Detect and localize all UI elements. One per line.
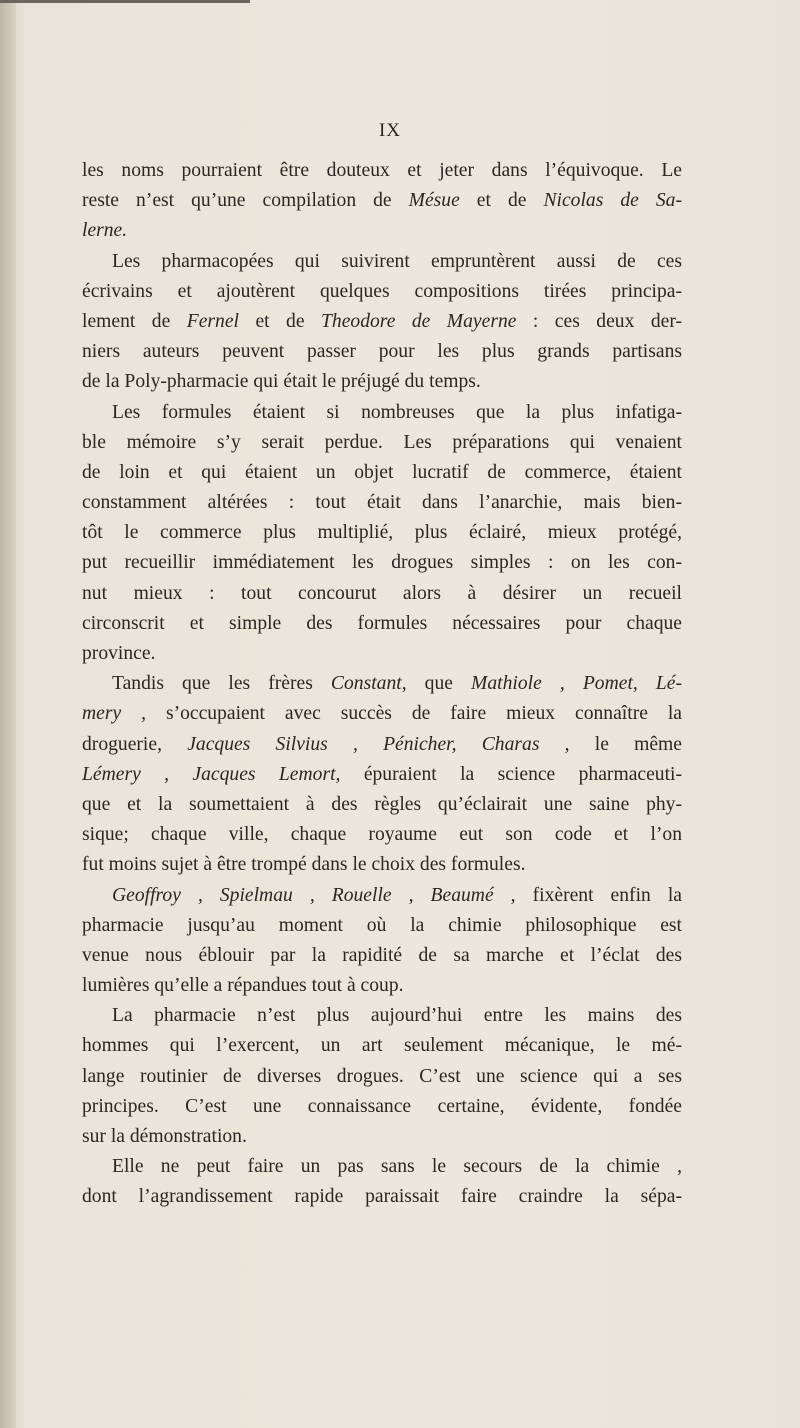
text-line: fut moins sujet à être trompé dans le choix des formules. — [82, 854, 526, 876]
text-line: de loin et qui étaient un objet lucratif de commerce, étaient — [82, 461, 682, 483]
text-line: droguerie, Jacques Silvius , Pénicher, Charas , le même — [82, 733, 682, 755]
text-line: Tandis que les frères Constant, que Mathiole , Pomet, Lé- — [112, 673, 682, 695]
body-text — [82, 156, 682, 1213]
text-line: venue nous éblouir par la rapidité de sa marche et l’éclat des — [82, 944, 682, 966]
text-line: que et la soumettaient à des règles qu’éclairait une saine phy- — [82, 793, 682, 815]
text-line: province. — [82, 643, 156, 664]
book-spine-shadow — [0, 0, 16, 1428]
text-line: ble mémoire s’y serait perdue. Les préparations qui venaient — [82, 431, 682, 453]
text-line: Les pharmacopées qui suivirent empruntèrent aussi de ces — [112, 250, 682, 272]
text-line: La pharmacie n’est plus aujourd’hui entre les mains des — [112, 1005, 682, 1027]
text-line: lerne. — [82, 220, 128, 242]
text-line: circonscrit et simple des formules nécessaires pour chaque — [82, 612, 682, 634]
text-line: constamment altérées : tout était dans l’anarchie, mais bien- — [82, 492, 682, 514]
text-line: tôt le commerce plus multiplié, plus éclairé, mieux protégé, — [82, 522, 682, 544]
text-line: Lémery , Jacques Lemort, épuraient la science pharmaceuti- — [82, 763, 682, 785]
text-line: dont l’agrandissement rapide paraissait faire craindre la sépa- — [82, 1186, 682, 1208]
page-number: IX — [378, 120, 402, 141]
text-line: Elle ne peut faire un pas sans le secours de la chimie , — [112, 1156, 682, 1178]
text-line: principes. C’est une connaissance certaine, évidente, fondée — [82, 1095, 682, 1117]
text-line: lement de Fernel et de Theodore de Mayerne : ces deux der- — [82, 310, 682, 332]
text-line: les noms pourraient être douteux et jeter dans l’équivoque. Le — [82, 160, 682, 181]
text-line: reste n’est qu’une compilation de Mésue et de Nicolas de Sa- — [82, 190, 682, 212]
text-line: nut mieux : tout concourut alors à désirer un recueil — [82, 582, 682, 604]
text-line: Les formules étaient si nombreuses que la plus infatiga- — [112, 401, 682, 423]
text-line: de la Poly-pharmacie qui était le préjugé du temps. — [82, 371, 481, 393]
text-line: pharmacie jusqu’au moment où la chimie philosophique est — [82, 914, 682, 936]
text-line: sur la démonstration. — [82, 1126, 247, 1147]
top-edge-line — [0, 0, 250, 3]
text-line: lumières qu’elle a répandues tout à coup. — [82, 975, 404, 997]
text-line: écrivains et ajoutèrent quelques compositions tirées principa- — [82, 280, 682, 302]
text-line: put recueillir immédiatement les drogues simples : on les con- — [82, 552, 682, 574]
text-line: sique; chaque ville, chaque royaume eut son code et l’on — [82, 824, 682, 846]
text-line: niers auteurs peuvent passer pour les plus grands partisans — [82, 341, 682, 363]
text-line: Geoffroy , Spielmau , Rouelle , Beaumé , fixèrent enfin la — [112, 884, 682, 906]
text-line: hommes qui l’exercent, un art seulement mécanique, le mé- — [82, 1035, 682, 1057]
text-line: mery , s’occupaient avec succès de faire mieux connaître la — [82, 703, 682, 725]
text-line: lange routinier de diverses drogues. C’est une science qui a ses — [82, 1065, 682, 1087]
